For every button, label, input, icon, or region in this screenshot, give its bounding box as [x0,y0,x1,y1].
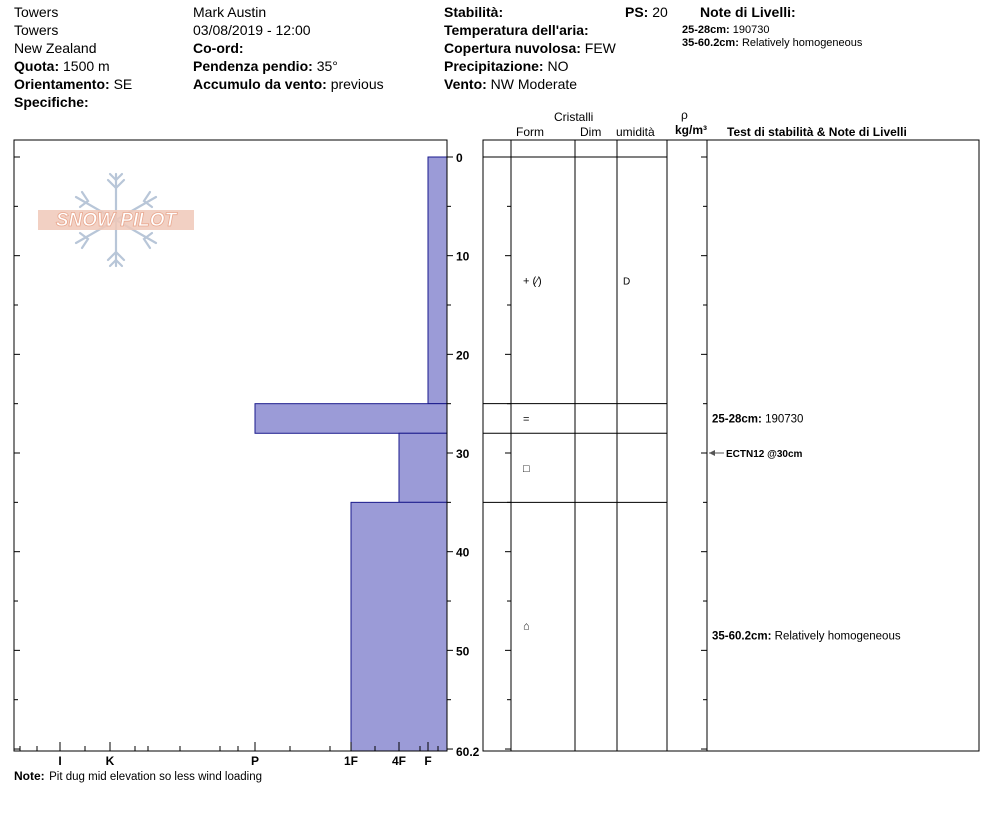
col-stability-notes: Test di stabilità & Note di Livelli [727,125,907,139]
col-umidita: umidità [616,125,655,139]
layer-note-1-text: 190730 [732,24,770,36]
precipitation-value: NO [547,58,569,74]
hardness-tick-label: 4F [391,754,407,768]
col-rho: ρ [681,108,688,122]
cloud-cover-value: FEW [584,40,616,56]
depth-tick-label: 10 [456,249,470,264]
elevation-value: 1500 m [63,58,110,74]
stability-test-arrow-head [709,450,715,456]
depth-tick-label: 60.2 [456,745,480,759]
crystal-form-symbol: = [523,413,530,426]
cloud-cover-label: Copertura nuvolosa: [444,40,581,56]
col-cristalli: Cristalli [554,110,594,124]
wind-loading-value: previous [330,76,384,92]
depth-tick-label: 50 [456,644,470,659]
layer-note-2-range: 35-60.2cm: [682,37,739,49]
hardness-tick-label: F [424,754,432,768]
depth-tick-label: 0 [456,151,463,165]
stability-label: Stabilità: [444,4,504,20]
layer-notes-title: Note di Livelli: [700,4,796,20]
precipitation-label: Precipitazione: [444,58,544,74]
layer-comment-text: 190730 [765,413,804,426]
stability-test [709,449,803,460]
note-text: Pit dug mid elevation so less wind loading [49,771,262,783]
stability-test-label: ECTN12 @30cm [726,449,803,461]
crystal-forms [523,275,542,632]
layer-note-2-text: Relatively homogeneous [741,37,863,49]
crystal-form-symbol: □ [523,462,530,475]
note [14,767,262,785]
datetime: 03/08/2019 - 12:00 [193,22,311,38]
country: New Zealand [14,40,97,56]
depth-tick-label: 20 [456,348,470,363]
observer: Mark Austin [193,4,267,20]
ps-label: PS: [625,4,649,20]
location-area: Towers [14,22,59,38]
layer-comment-text: Relatively homogeneous [774,630,901,643]
layer-comment [712,413,803,425]
slope-value: 35° [316,58,338,74]
layer-comment [712,631,901,643]
col-dim: Dim [580,125,602,139]
table-frame [483,140,979,751]
elevation-label: Quota: [14,58,60,74]
crystal-form-symbol: + (⁄) [523,275,542,288]
hardness-tick-label: 1F [343,754,359,768]
hardness-tick-label: P [250,754,260,768]
logo-text: SNOW PILOT [55,210,177,231]
col-form: Form [516,125,544,139]
coord-label: Co-ord: [193,40,244,56]
aspect-label: Orientamento: [14,76,110,92]
hardness-tick-label: K [105,754,115,768]
air-temp-label: Temperatura dell'aria: [444,22,589,38]
col-density-unit: kg/m³ [675,123,708,137]
hardness-tick-label: I [58,754,62,768]
wetness-value: D [623,276,631,288]
wind-loading-label: Accumulo da vento: [193,76,327,92]
aspect-value: SE [113,76,133,92]
layer-comment-range: 35-60.2cm: [712,630,775,643]
layer-note-1-range: 25-28cm: [682,24,730,36]
slope-label: Pendenza pendio: [193,58,313,74]
table-depth-ticks [505,157,707,749]
layer-comments [712,413,901,642]
wind-label: Vento: [444,76,487,92]
wind-value: NW Moderate [490,76,578,92]
note-label: Note: [14,769,45,783]
location-name: Towers [14,4,59,20]
ps-value: 20 [652,4,668,20]
wetness-values [623,276,630,287]
specifics-label: Specifiche: [14,94,89,110]
depth-tick-label: 30 [456,447,470,462]
layer-comment-range: 25-28cm: [712,413,766,426]
depth-tick-label: 40 [456,545,470,560]
crystal-form-symbol: ⌂ [523,620,530,633]
